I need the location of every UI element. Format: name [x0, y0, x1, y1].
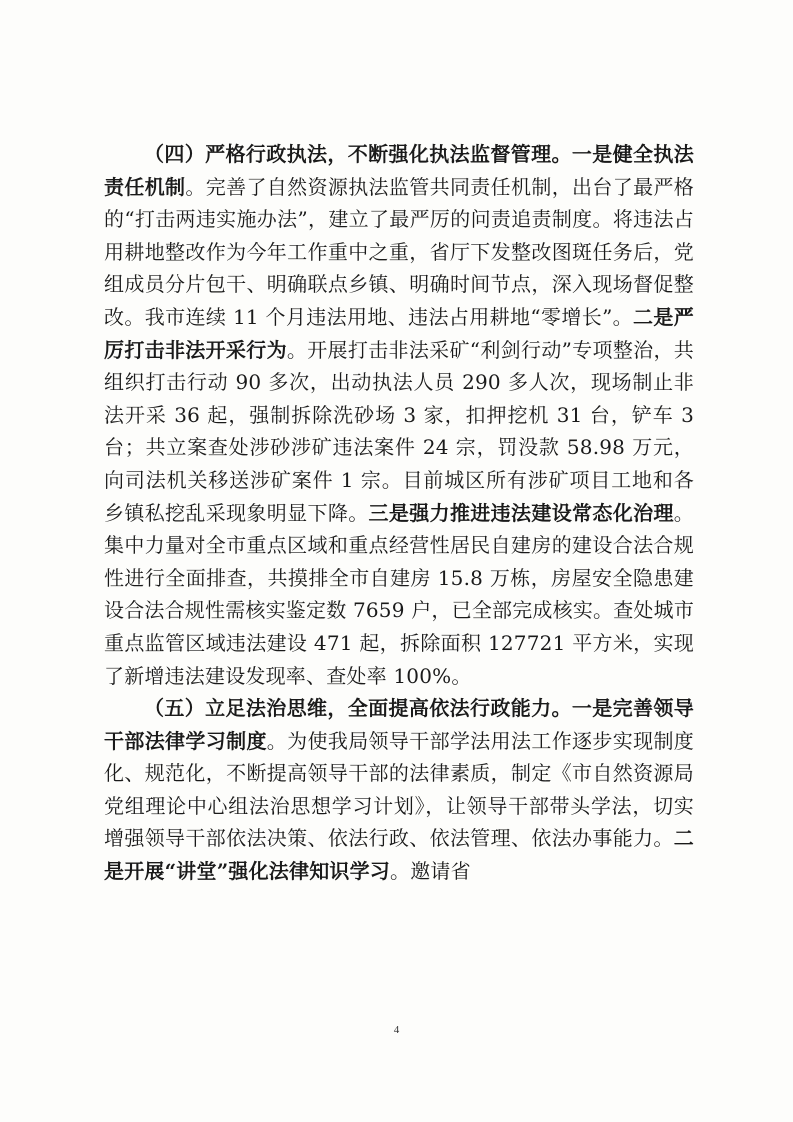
section-five-heading: （五）立足法治思维，全面提高依法行政能力。: [144, 696, 572, 721]
section-five-point-one-body: 。为使我局领导干部学法用法工作逐步实现制度化、规范化，不断提高领导干部的法律素质，制定《市自然资源局党组理论中心组法治思想学习计划》，让领导干部带头学法，切实增强领导干部依法决策、依法行政、依法管理、依法办事能力。: [104, 728, 694, 851]
section-five-point-two-body: 。邀请省: [390, 859, 471, 884]
section-four-point-two-heading: 二是严厉打击非法开采行为: [104, 304, 694, 362]
section-four-point-three-heading: 三是强力推进违法建设常态化治理: [368, 500, 674, 525]
section-five-point-one-heading: 一是完善领导干部法律学习制度: [104, 696, 695, 753]
section-four-heading: （四）严格行政执法，不断强化执法监督管理。: [144, 142, 572, 166]
document-body: [104, 138, 694, 888]
section-four-point-three-body: 。集中力量对全市重点区域和重点经营性居民自建房的建设合法合规性进行全面排查，共摸排全市自建房 15.8 万栋，房屋安全隐患建设合法合规性需核实鉴定数 7659 户，已全部完成核实。查处城市重点监管区域违法建设 471 起，拆除面积 127721 平方米，实现了新增违法建设发现率、查处率 100%。: [104, 500, 695, 688]
section-five-point-two-heading: 二是开展“讲堂”强化法律知识学习: [104, 826, 694, 884]
paragraph-section-four: [104, 138, 694, 692]
paragraph-section-five: [104, 692, 694, 888]
section-four-point-one-heading: 一是健全执法责任机制: [104, 142, 695, 199]
section-four-point-one-body: 。完善了自然资源执法监管共同责任机制，出台了最严格的“打击两违实施办法”，建立了最严厉的问责追责制度。将违法占用耕地整改作为今年工作重中之重，省厅下发整改图斑任务后，党组成员分片包干、明确联点乡镇、明确时间节点，深入现场督促整改。我市连续 11 个月违法用地、违法占用耕地“零增长”。: [104, 174, 694, 329]
page-number: 4: [393, 1024, 400, 1036]
section-four-point-two-body: 。开展打击非法采矿“利剑行动”专项整治，共组织打击行动 90 多次，出动执法人员 290 多人次，现场制止非法开采 36 起，强制拆除洗砂场 3 家，扣押挖机 31 台，铲车 3 台；共立案查处涉砂涉矿违法案件 24 宗，罚没款 58.98 万元，向司法机关移送涉矿案件 1 宗。目前城区所有涉矿项目工地和各乡镇私挖乱采现象明显下降。: [104, 337, 694, 525]
